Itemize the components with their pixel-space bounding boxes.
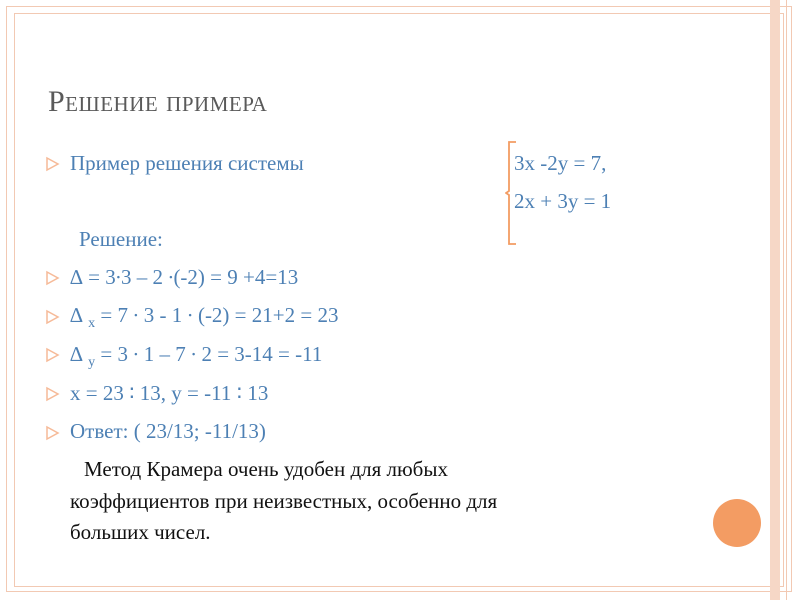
delta-y-subscript: y [88, 355, 96, 370]
delta-y-line [70, 341, 322, 371]
solution-label: Решение: [79, 227, 163, 251]
decor-band [770, 0, 780, 600]
slide-title: Решение примера [48, 85, 268, 118]
bullet-icon [44, 270, 62, 286]
delta-y-expression: = 3 ∙ 1 – 7 ∙ 2 = 3-14 = -11 [95, 342, 323, 366]
delta-y-symbol: ∆ [70, 342, 89, 366]
delta-x-line [70, 302, 338, 332]
bullet-icon [44, 347, 62, 363]
bullet-icon [44, 309, 62, 325]
conclusion-line-1: Метод Крамера очень удобен для любых [84, 457, 448, 481]
equation-1: 3x -2y = 7, [514, 151, 607, 175]
roots-line: x = 23 ∶ 13, y = -11 ∶ 13 [70, 381, 269, 405]
decor-circle [713, 499, 761, 547]
delta-x-symbol: ∆ [70, 303, 89, 327]
conclusion-line-3: больших чисел. [70, 520, 211, 544]
equation-2: 2x + 3y = 1 [514, 189, 612, 213]
system-intro: Пример решения системы [70, 151, 304, 175]
delta-x-subscript: x [88, 316, 96, 331]
delta-x-expression: = 7 ∙ 3 - 1 ∙ (-2) = 21+2 = 23 [95, 303, 339, 327]
conclusion-line-2: коэффициентов при неизвестных, особенно для [70, 489, 498, 513]
bullet-icon [44, 425, 62, 441]
delta-line: ∆ = 3∙3 – 2 ∙(-2) = 9 +4=13 [70, 265, 299, 289]
bullet-icon [44, 156, 62, 172]
decor-line [786, 0, 787, 600]
answer-line: Ответ: ( 23/13; -11/13) [70, 419, 266, 443]
bullet-icon [44, 386, 62, 402]
